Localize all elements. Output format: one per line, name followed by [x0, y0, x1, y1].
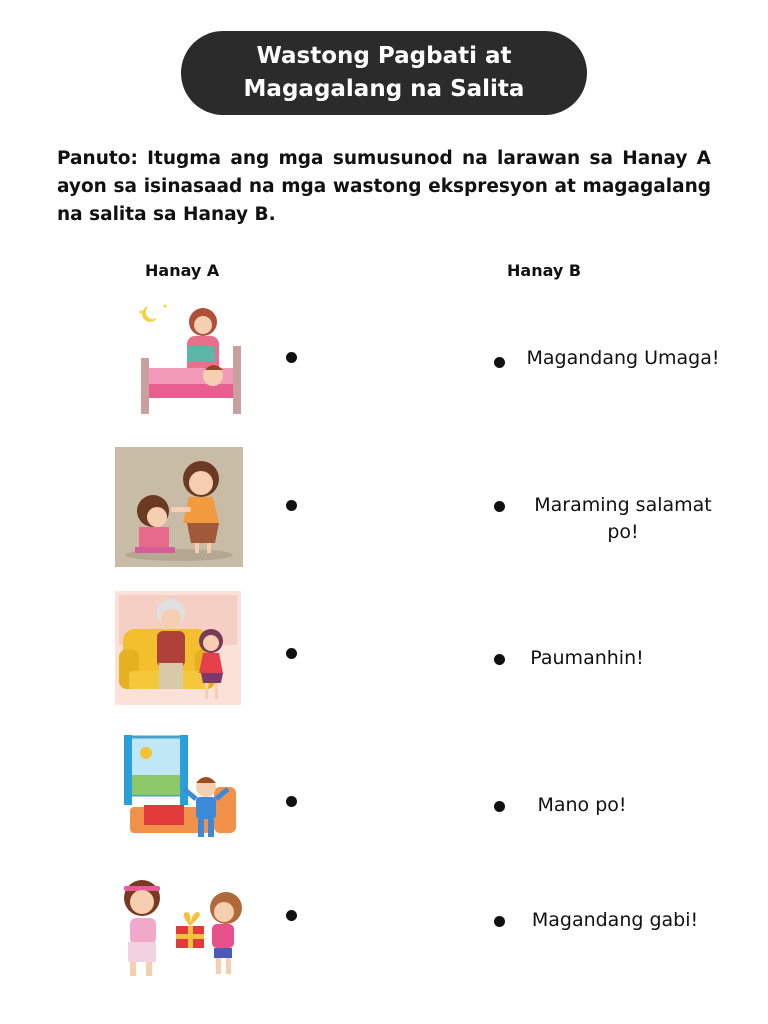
answer-5: Magandang gabi!: [531, 909, 699, 931]
instructions-text: Panuto: Itugma ang mga sumusunod na larawan sa Hanay A ayon sa isinasaad na mga wastong ekspresyon at magagalang na salita sa Hanay B.: [57, 148, 711, 225]
title-line-2: Magagalang na Salita: [243, 76, 525, 102]
matching-dot-a1[interactable]: [286, 352, 297, 363]
matching-dot-a3[interactable]: [286, 648, 297, 659]
answer-4: Mano po!: [537, 794, 627, 816]
matching-dot-b1[interactable]: [494, 357, 505, 368]
matching-dot-b5[interactable]: [494, 916, 505, 927]
matching-dot-b4[interactable]: [494, 801, 505, 812]
answer-1: Magandang Umaga!: [526, 347, 720, 369]
matching-dot-a4[interactable]: [286, 796, 297, 807]
worksheet-title: [181, 31, 587, 115]
matching-dot-a2[interactable]: [286, 500, 297, 511]
answer-2: Maraming salamat po!: [534, 494, 712, 543]
matching-dot-b2[interactable]: [494, 501, 505, 512]
picture-morning: [124, 735, 240, 845]
picture-gift: [116, 876, 248, 982]
picture-apology: [115, 447, 243, 567]
matching-dot-a5[interactable]: [286, 910, 297, 921]
title-line-1: Wastong Pagbati at: [256, 43, 512, 69]
picture-grandmother: [115, 591, 241, 705]
answer-3: Paumanhin!: [530, 647, 644, 669]
column-b-header: Hanay B: [507, 261, 582, 280]
picture-bedtime-story: [135, 298, 245, 418]
matching-dot-b3[interactable]: [494, 654, 505, 665]
column-a-header: Hanay A: [145, 261, 220, 280]
